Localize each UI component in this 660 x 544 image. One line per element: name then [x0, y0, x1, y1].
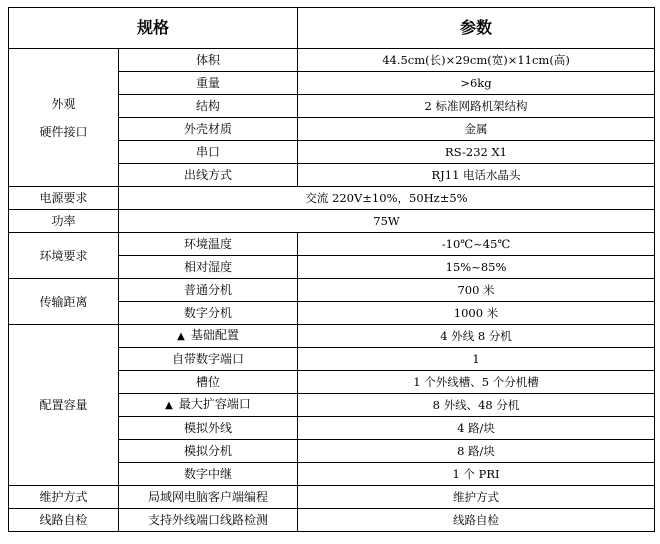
row-value: 700 米 [298, 279, 655, 302]
row-value: -10℃~45℃ [298, 233, 655, 256]
row-label: 外壳材质 [119, 118, 298, 141]
table-row [9, 187, 655, 210]
spec-table-container [8, 7, 655, 532]
row-value: 金属 [298, 118, 655, 141]
row-label: 相对湿度 [119, 256, 298, 279]
table-row [9, 49, 655, 72]
table-row [9, 509, 655, 532]
row-label: 支持外线端口线路检测 [119, 509, 298, 532]
triangle-icon: ▲ [165, 400, 173, 411]
group-maintenance: 维护方式 [9, 486, 119, 509]
row-value: 1 [298, 348, 655, 371]
row-value: 1 个 PRI [298, 463, 655, 486]
row-label: 自带数字端口 [119, 348, 298, 371]
group-distance: 传输距离 [9, 279, 119, 325]
header-spec: 规格 [9, 8, 298, 49]
row-label: 模拟分机 [119, 440, 298, 463]
row-label: 体积 [119, 49, 298, 72]
triangle-icon: ▲ [177, 331, 185, 342]
row-value: 2 标准网路机架结构 [298, 95, 655, 118]
power-value: 交流 220V±10%，50Hz±5% [119, 187, 655, 210]
row-label: 槽位 [119, 371, 298, 394]
row-label: 普通分机 [119, 279, 298, 302]
row-value: 8 外线、48 分机 [298, 394, 655, 417]
group-environment: 环境要求 [9, 233, 119, 279]
row-value: 44.5cm(长)×29cm(宽)×11cm(高) [298, 49, 655, 72]
row-value: RJ11 电话水晶头 [298, 164, 655, 187]
row-label: 结构 [119, 95, 298, 118]
row-label: 局域网电脑客户端编程 [119, 486, 298, 509]
row-label: 串口 [119, 141, 298, 164]
row-value: 维护方式 [298, 486, 655, 509]
table-row [9, 233, 655, 256]
group-wattage: 功率 [9, 210, 119, 233]
row-label: 数字分机 [119, 302, 298, 325]
row-label: 重量 [119, 72, 298, 95]
group-power: 电源要求 [9, 187, 119, 210]
row-label: 模拟外线 [119, 417, 298, 440]
table-row [9, 210, 655, 233]
row-value: RS-232 X1 [298, 141, 655, 164]
table-row [9, 486, 655, 509]
group-label: 外观 [51, 96, 76, 111]
row-label: 数字中继 [119, 463, 298, 486]
row-value: 4 路/块 [298, 417, 655, 440]
group-label: 硬件接口 [39, 124, 88, 139]
group-appearance [9, 49, 119, 187]
row-value: 15%~85% [298, 256, 655, 279]
row-label: 基础配置 [190, 328, 239, 342]
group-line-check: 线路自检 [9, 509, 119, 532]
row-label-cell [119, 325, 298, 348]
row-value: 1000 米 [298, 302, 655, 325]
row-label: 环境温度 [119, 233, 298, 256]
wattage-value: 75W [119, 210, 655, 233]
row-value: >6kg [298, 72, 655, 95]
row-value: 8 路/块 [298, 440, 655, 463]
group-capacity: 配置容量 [9, 325, 119, 486]
header-param: 参数 [298, 8, 655, 49]
spec-table [8, 7, 655, 532]
row-label: 最大扩容端口 [178, 397, 251, 411]
row-value: 4 外线 8 分机 [298, 325, 655, 348]
row-label-cell [119, 394, 298, 417]
row-label: 出线方式 [119, 164, 298, 187]
table-row [9, 325, 655, 348]
table-row [9, 279, 655, 302]
row-value: 线路自检 [298, 509, 655, 532]
row-value: 1 个外线槽、5 个分机槽 [298, 371, 655, 394]
header-row [9, 8, 655, 49]
